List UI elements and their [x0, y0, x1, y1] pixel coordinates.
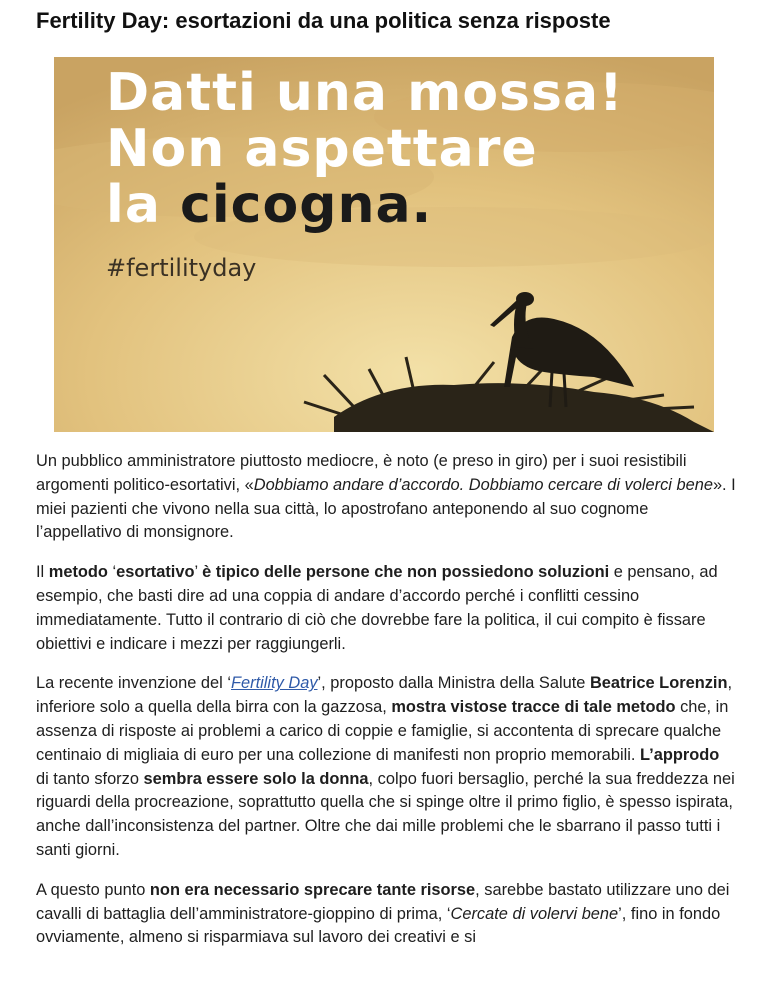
hero-line-3-emphasis: cicogna.	[180, 175, 433, 235]
bold-text: L’approdo	[640, 745, 720, 764]
bold-text: non era necessario sprecare tante risorse	[149, 880, 476, 899]
text: di tanto sforzo	[36, 769, 144, 788]
text: Il	[36, 563, 49, 582]
hero-hashtag: #fertilityday	[106, 254, 257, 282]
hero-line-2: Non aspettare	[106, 119, 538, 179]
hero-line-3-prefix: la	[106, 175, 181, 235]
bold-text: metodo	[48, 563, 108, 582]
hero-line-1: Datti una mossa!	[106, 63, 624, 123]
text: ‘	[107, 563, 117, 582]
hero-line-3	[106, 177, 624, 233]
paragraph-1	[36, 450, 736, 545]
paragraph-3	[36, 672, 736, 862]
text: La recente invenzione del ‘	[36, 674, 231, 693]
text: , colpo fuori bersaglio, perché la sua freddezza nei riguardi della procreazione, soprattutto quella che si spinge oltre il primo figlio, è spesso ispirata, anche dall’inconsistenza del partner. Oltre che dai mille problemi che le sbarrano il passo tutti i santi giorni.	[36, 769, 735, 859]
text: e pensano, ad esempio, che basti dire ad una coppia di andare d’accordo perché i conflitti cessino immediatamente. Tutto il contrario di ciò che dovrebbe fare la politica, il cui compito è fissare obiettivi e indicare i mezzi per raggiungerli.	[36, 563, 718, 653]
paragraph-2	[36, 561, 736, 656]
quote-italic: Dobbiamo andare d’accordo. Dobbiamo cercare di volerci bene	[253, 475, 713, 494]
fertility-day-link[interactable]: Fertility Day	[231, 674, 318, 693]
bold-text: Beatrice Lorenzin	[589, 674, 728, 693]
text: ». I miei pazienti che vivono nella sua città, lo apostrofano anteponendo al suo cognome l’appellativo di monsignore.	[36, 475, 736, 542]
quote-italic: Cercate di volervi bene	[450, 904, 619, 923]
hero-headline	[106, 65, 624, 233]
bold-text: sembra essere solo la donna	[143, 769, 369, 788]
bold-text: mostra vistose tracce di tale metodo	[391, 698, 676, 717]
text: ’, fino in fondo ovviamente, almeno si risparmiava sul lavoro dei creativi e si	[36, 904, 721, 947]
text: , inferiore solo a quella della birra con la gazzosa,	[36, 674, 733, 717]
text: A questo punto	[36, 880, 150, 899]
bold-text: esortativo	[116, 563, 195, 582]
text: , sarebbe bastato utilizzare uno dei cavalli di battaglia dell’amministratore-gioppino di prima, ‘	[36, 880, 730, 923]
text: che, in assenza di risposte ai problemi a carico di coppie e famiglie, si accontenta di sprecare qualche centinaio di migliaia di euro per una collezione di manifesti non proprio memorabili.	[36, 698, 729, 764]
hero-image	[54, 57, 714, 432]
article-title: Fertility Day: esortazioni da una politica senza risposte	[36, 8, 611, 33]
text: ’, proposto dalla Ministra della Salute	[317, 674, 590, 693]
paragraph-4	[36, 879, 736, 950]
article-body	[36, 450, 736, 966]
text: ’	[194, 563, 203, 582]
text: Un pubblico amministratore piuttosto mediocre, è noto (e preso in giro) per i suoi resistibili argomenti politico-esortativi, «	[36, 452, 687, 494]
bold-text: è tipico delle persone che non possiedono soluzioni	[202, 563, 610, 582]
